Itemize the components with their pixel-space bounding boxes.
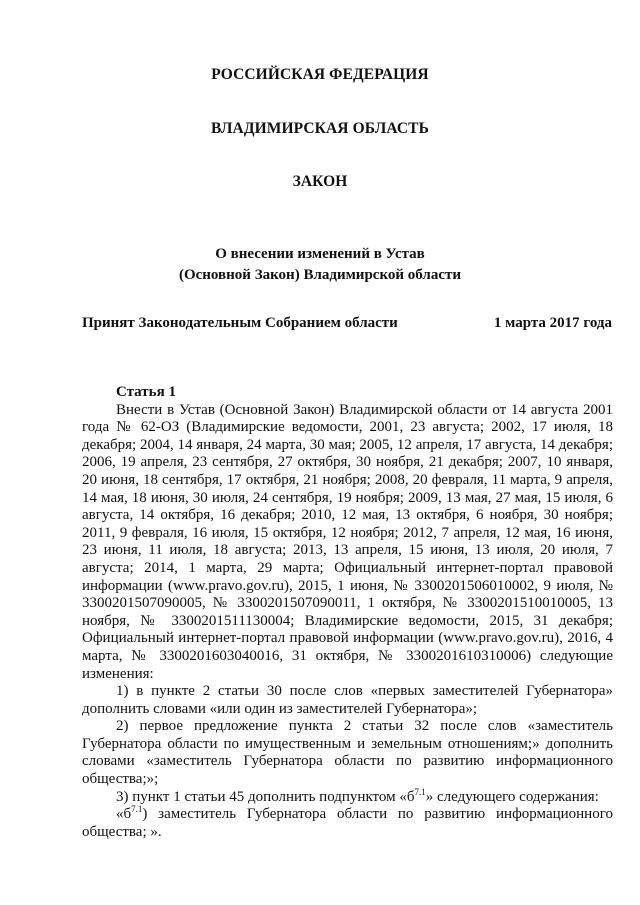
- country-heading: РОССИЙСКАЯ ФЕДЕРАЦИЯ: [211, 66, 429, 83]
- adoption-date: 1 марта 2017 года: [493, 315, 612, 331]
- law-title: [0, 244, 640, 286]
- amendment-quote-open: «б: [116, 806, 132, 823]
- amendment-item-1: 1) в пункте 2 статьи 30 после слов «первых заместителей Губернатора» дополнить словами «или один из заместителей Губернатора»;: [82, 683, 613, 717]
- law-title-line-2: (Основной Закон) Владимирской области: [178, 267, 462, 283]
- amendment-quote-text: ) заместитель Губернатора области по развитию информационного общества; ».: [82, 806, 613, 840]
- amendment-item-2: 2) первое предложение пункта 2 статьи 32 после слов «заместитель Губернатора области по имущественным и земельным отношениям;» дополнить словами «заместитель Губернатора области по развитию информационного общества;»;: [82, 718, 613, 788]
- amendment-quote: [82, 806, 613, 841]
- region-heading: ВЛАДИМИРСКАЯ ОБЛАСТЬ: [211, 120, 429, 137]
- article-intro-paragraph: Внести в Устав (Основной Закон) Владимирской области от 14 августа 2001 года № 62-ОЗ (Владимирские ведомости, 2001, 23 августа; 2002, 17 июля, 18 декабря; 2004, 14 января, 24 марта, 30 мая; 2005, 12 апреля, 17 августа, 14 декабря; 2006, 19 апреля, 23 сентября, 27 октября, 30 ноября, 21 декабря; 2007, 10 января, 20 июня, 18 сентября, 17 октября, 21 ноября; 2008, 20 февраля, 11 марта, 9 апреля, 14 мая, 18 июня, 30 июля, 24 сентября, 19 ноября; 2009, 13 мая, 27 мая, 15 июля, 6 августа, 14 октября, 16 декабря; 2010, 12 мая, 13 октября, 6 ноября, 30 ноября; 2011, 9 февраля, 16 июля, 15 октября, 12 ноября; 2012, 7 апреля, 12 мая, 16 июня, 23 июня, 11 июля, 18 августа; 2013, 13 апреля, 15 июня, 13 июля, 20 июля, 7 августа; 2014, 1 марта, 29 марта; Официальный интернет-портал правовой информации (www.pravo.gov.ru), 2015, 1 июня, № 3300201506010002, 9 июля, № 3300201507090005, № 3300201507090011, 1 октября, № 3300201510010005, 13 ноября, № 3300201511130004; Владимирские ведомости, 2015, 31 декабря; Официальный интернет-портал правовой информации (www.pravo.gov.ru), 2016, 4 марта, № 3300201603040016, 31 октября, № 3300201610310006) следующие изменения:: [82, 401, 613, 682]
- adopted-by: Принят Законодательным Собранием области: [82, 315, 398, 331]
- amendment-item-3-text: 3) пункт 1 статьи 45 дополнить подпунктом «б: [116, 788, 415, 805]
- amendment-item-3-superscript: 7.1: [414, 786, 426, 797]
- amendment-item-3: [82, 786, 613, 807]
- amendment-item-3-tail: » следующего содержания:: [425, 788, 599, 805]
- amendment-quote-superscript: 7.1: [131, 804, 143, 815]
- article-heading: Статья 1: [116, 384, 176, 400]
- law-title-line-1: О внесении изменений в Устав: [215, 246, 425, 262]
- adoption-line: [82, 315, 612, 335]
- document-type-heading: ЗАКОН: [292, 173, 348, 190]
- article-body: [82, 384, 613, 841]
